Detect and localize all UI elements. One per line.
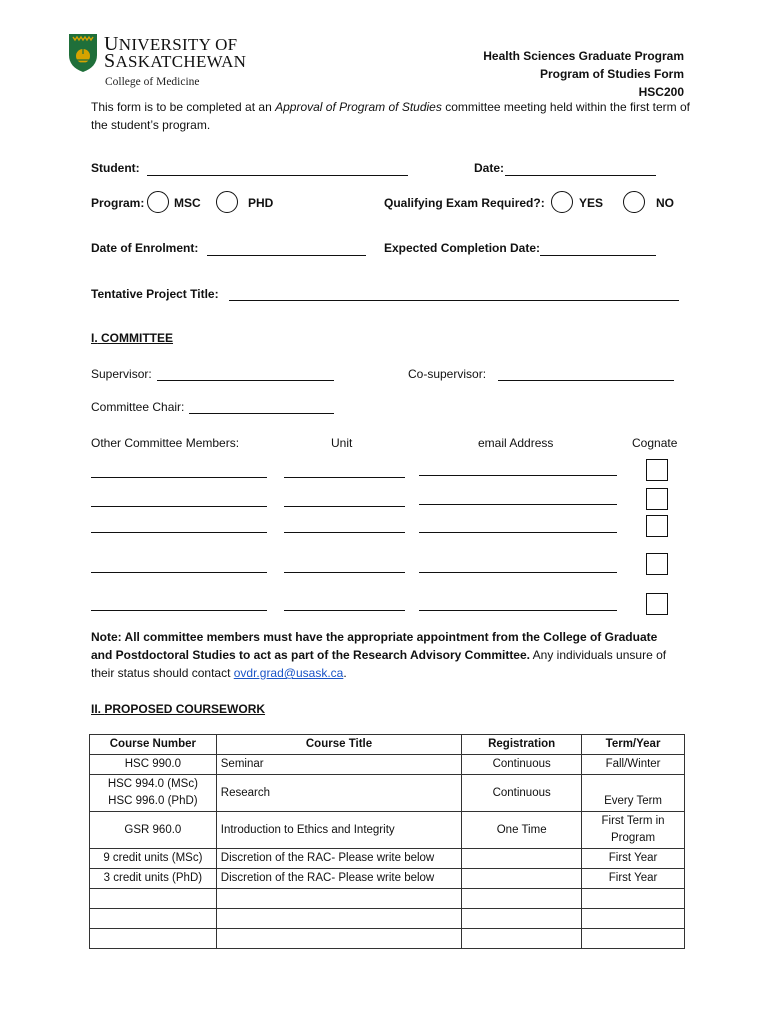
cosupervisor-label: Co-supervisor: [408, 367, 487, 381]
committee-chair-field[interactable] [189, 413, 334, 414]
cosupervisor-field[interactable] [498, 380, 674, 381]
date-field[interactable] [505, 175, 656, 176]
enrolment-label: Date of Enrolment: [91, 241, 199, 255]
cognate-checkbox[interactable] [646, 488, 668, 510]
msc-radio[interactable] [147, 191, 169, 213]
program-label: Program: [91, 196, 145, 210]
completion-field[interactable] [540, 255, 656, 256]
term-year-cell: First Year [582, 869, 685, 889]
university-logo [68, 33, 248, 95]
supervisor-label: Supervisor: [91, 367, 152, 381]
course-number-cell: 9 credit units (MSc) [90, 849, 217, 869]
email-address-label: email Address [478, 436, 554, 450]
cognate-checkbox[interactable] [646, 593, 668, 615]
registration-cell: Continuous [462, 775, 582, 812]
logo-saskatchewan-line: SASKATCHEWAN [104, 50, 247, 72]
empty-cell[interactable] [582, 889, 685, 909]
registration-cell[interactable] [462, 849, 582, 869]
table-row [90, 849, 685, 869]
table-row [90, 869, 685, 889]
course-title-cell: Research [216, 775, 461, 812]
member-unit-field[interactable] [284, 572, 405, 573]
empty-cell[interactable] [90, 889, 217, 909]
table-row[interactable] [90, 929, 685, 949]
yes-radio[interactable] [551, 191, 573, 213]
cognate-checkbox[interactable] [646, 459, 668, 481]
course-number-cell: GSR 960.0 [90, 812, 217, 849]
student-field[interactable] [147, 175, 408, 176]
term-year-cell: Every Term [582, 775, 685, 812]
member-unit-field[interactable] [284, 477, 405, 478]
qualifying-exam-label: Qualifying Exam Required?: [384, 196, 545, 210]
member-email-field[interactable] [419, 475, 617, 476]
header-form-title: Program of Studies Form [539, 67, 684, 81]
table-header-row [90, 735, 685, 755]
course-title-cell: Seminar [216, 755, 461, 775]
completion-label: Expected Completion Date: [384, 241, 541, 255]
course-number-cell: HSC 990.0 [90, 755, 217, 775]
cognate-label: Cognate [632, 436, 678, 450]
cognate-checkbox[interactable] [646, 553, 668, 575]
project-title-label: Tentative Project Title: [91, 287, 219, 301]
empty-cell[interactable] [462, 909, 582, 929]
committee-chair-label: Committee Chair: [91, 400, 185, 414]
registration-cell[interactable] [462, 869, 582, 889]
table-row [90, 775, 685, 812]
empty-cell[interactable] [462, 889, 582, 909]
yes-label: YES [579, 196, 604, 210]
university-crest-icon [68, 33, 98, 73]
course-title-cell: Discretion of the RAC- Please write below [216, 849, 461, 869]
contact-email-link[interactable]: ovdr.grad@usask.ca [233, 666, 344, 680]
table-row[interactable] [90, 889, 685, 909]
logo-university-line: UNIVERSITY OF [104, 33, 238, 55]
course-title-header: Course Title [216, 735, 461, 755]
term-year-cell: Fall/Winter [582, 755, 685, 775]
header-program: Health Sciences Graduate Program [483, 49, 684, 63]
phd-radio[interactable] [216, 191, 238, 213]
empty-cell[interactable] [90, 909, 217, 929]
coursework-section-title: II. PROPOSED COURSEWORK [91, 702, 266, 716]
enrolment-field[interactable] [207, 255, 366, 256]
term-year-cell: First Term in Program [582, 812, 685, 849]
date-label: Date: [474, 161, 505, 175]
registration-header: Registration [462, 735, 582, 755]
no-radio[interactable] [623, 191, 645, 213]
cognate-checkbox[interactable] [646, 515, 668, 537]
member-unit-field[interactable] [284, 506, 405, 507]
member-name-field[interactable] [91, 506, 267, 507]
empty-cell[interactable] [462, 929, 582, 949]
course-number-cell: HSC 994.0 (MSc) HSC 996.0 (PhD) [90, 775, 217, 812]
committee-note: Note: All committee members must have the appropriate appointment from the College of Graduate and Postdoctoral Studies to act as part of the Research Advisory Committee. Any individuals unsure of their status should contact ovdr.grad@usask.ca. [91, 630, 667, 680]
empty-cell[interactable] [216, 929, 461, 949]
course-number-cell: 3 credit units (PhD) [90, 869, 217, 889]
table-row [90, 755, 685, 775]
committee-section-title: I. COMMITTEE [91, 331, 174, 345]
table-row[interactable] [90, 909, 685, 929]
member-name-field[interactable] [91, 610, 267, 611]
course-title-cell: Introduction to Ethics and Integrity [216, 812, 461, 849]
member-email-field[interactable] [419, 532, 617, 533]
member-name-field[interactable] [91, 572, 267, 573]
registration-cell: One Time [462, 812, 582, 849]
unit-label: Unit [331, 436, 353, 450]
course-number-header: Course Number [90, 735, 217, 755]
member-unit-field[interactable] [284, 610, 405, 611]
empty-cell[interactable] [216, 909, 461, 929]
supervisor-field[interactable] [157, 380, 334, 381]
other-members-label: Other Committee Members: [91, 436, 240, 450]
empty-cell[interactable] [216, 889, 461, 909]
member-email-field[interactable] [419, 610, 617, 611]
member-unit-field[interactable] [284, 532, 405, 533]
registration-cell: Continuous [462, 755, 582, 775]
no-label: NO [656, 196, 674, 210]
empty-cell[interactable] [582, 929, 685, 949]
member-email-field[interactable] [419, 504, 617, 505]
coursework-table [89, 734, 685, 949]
project-title-field[interactable] [229, 300, 679, 301]
member-name-field[interactable] [91, 477, 267, 478]
empty-cell[interactable] [90, 929, 217, 949]
table-row [90, 812, 685, 849]
course-title-cell: Discretion of the RAC- Please write below [216, 869, 461, 889]
empty-cell[interactable] [582, 909, 685, 929]
member-name-field[interactable] [91, 532, 267, 533]
msc-label: MSC [174, 196, 201, 210]
term-year-header: Term/Year [582, 735, 685, 755]
member-email-field[interactable] [419, 572, 617, 573]
student-label: Student: [91, 161, 140, 175]
intro-text: This form is to be completed at an Approval of Program of Studies committee meeting held within the first term of the student’s program. [91, 100, 690, 132]
logo-college: College of Medicine [105, 76, 200, 88]
phd-label: PHD [248, 196, 274, 210]
term-year-cell: First Year [582, 849, 685, 869]
header-form-code: HSC200 [638, 85, 684, 99]
